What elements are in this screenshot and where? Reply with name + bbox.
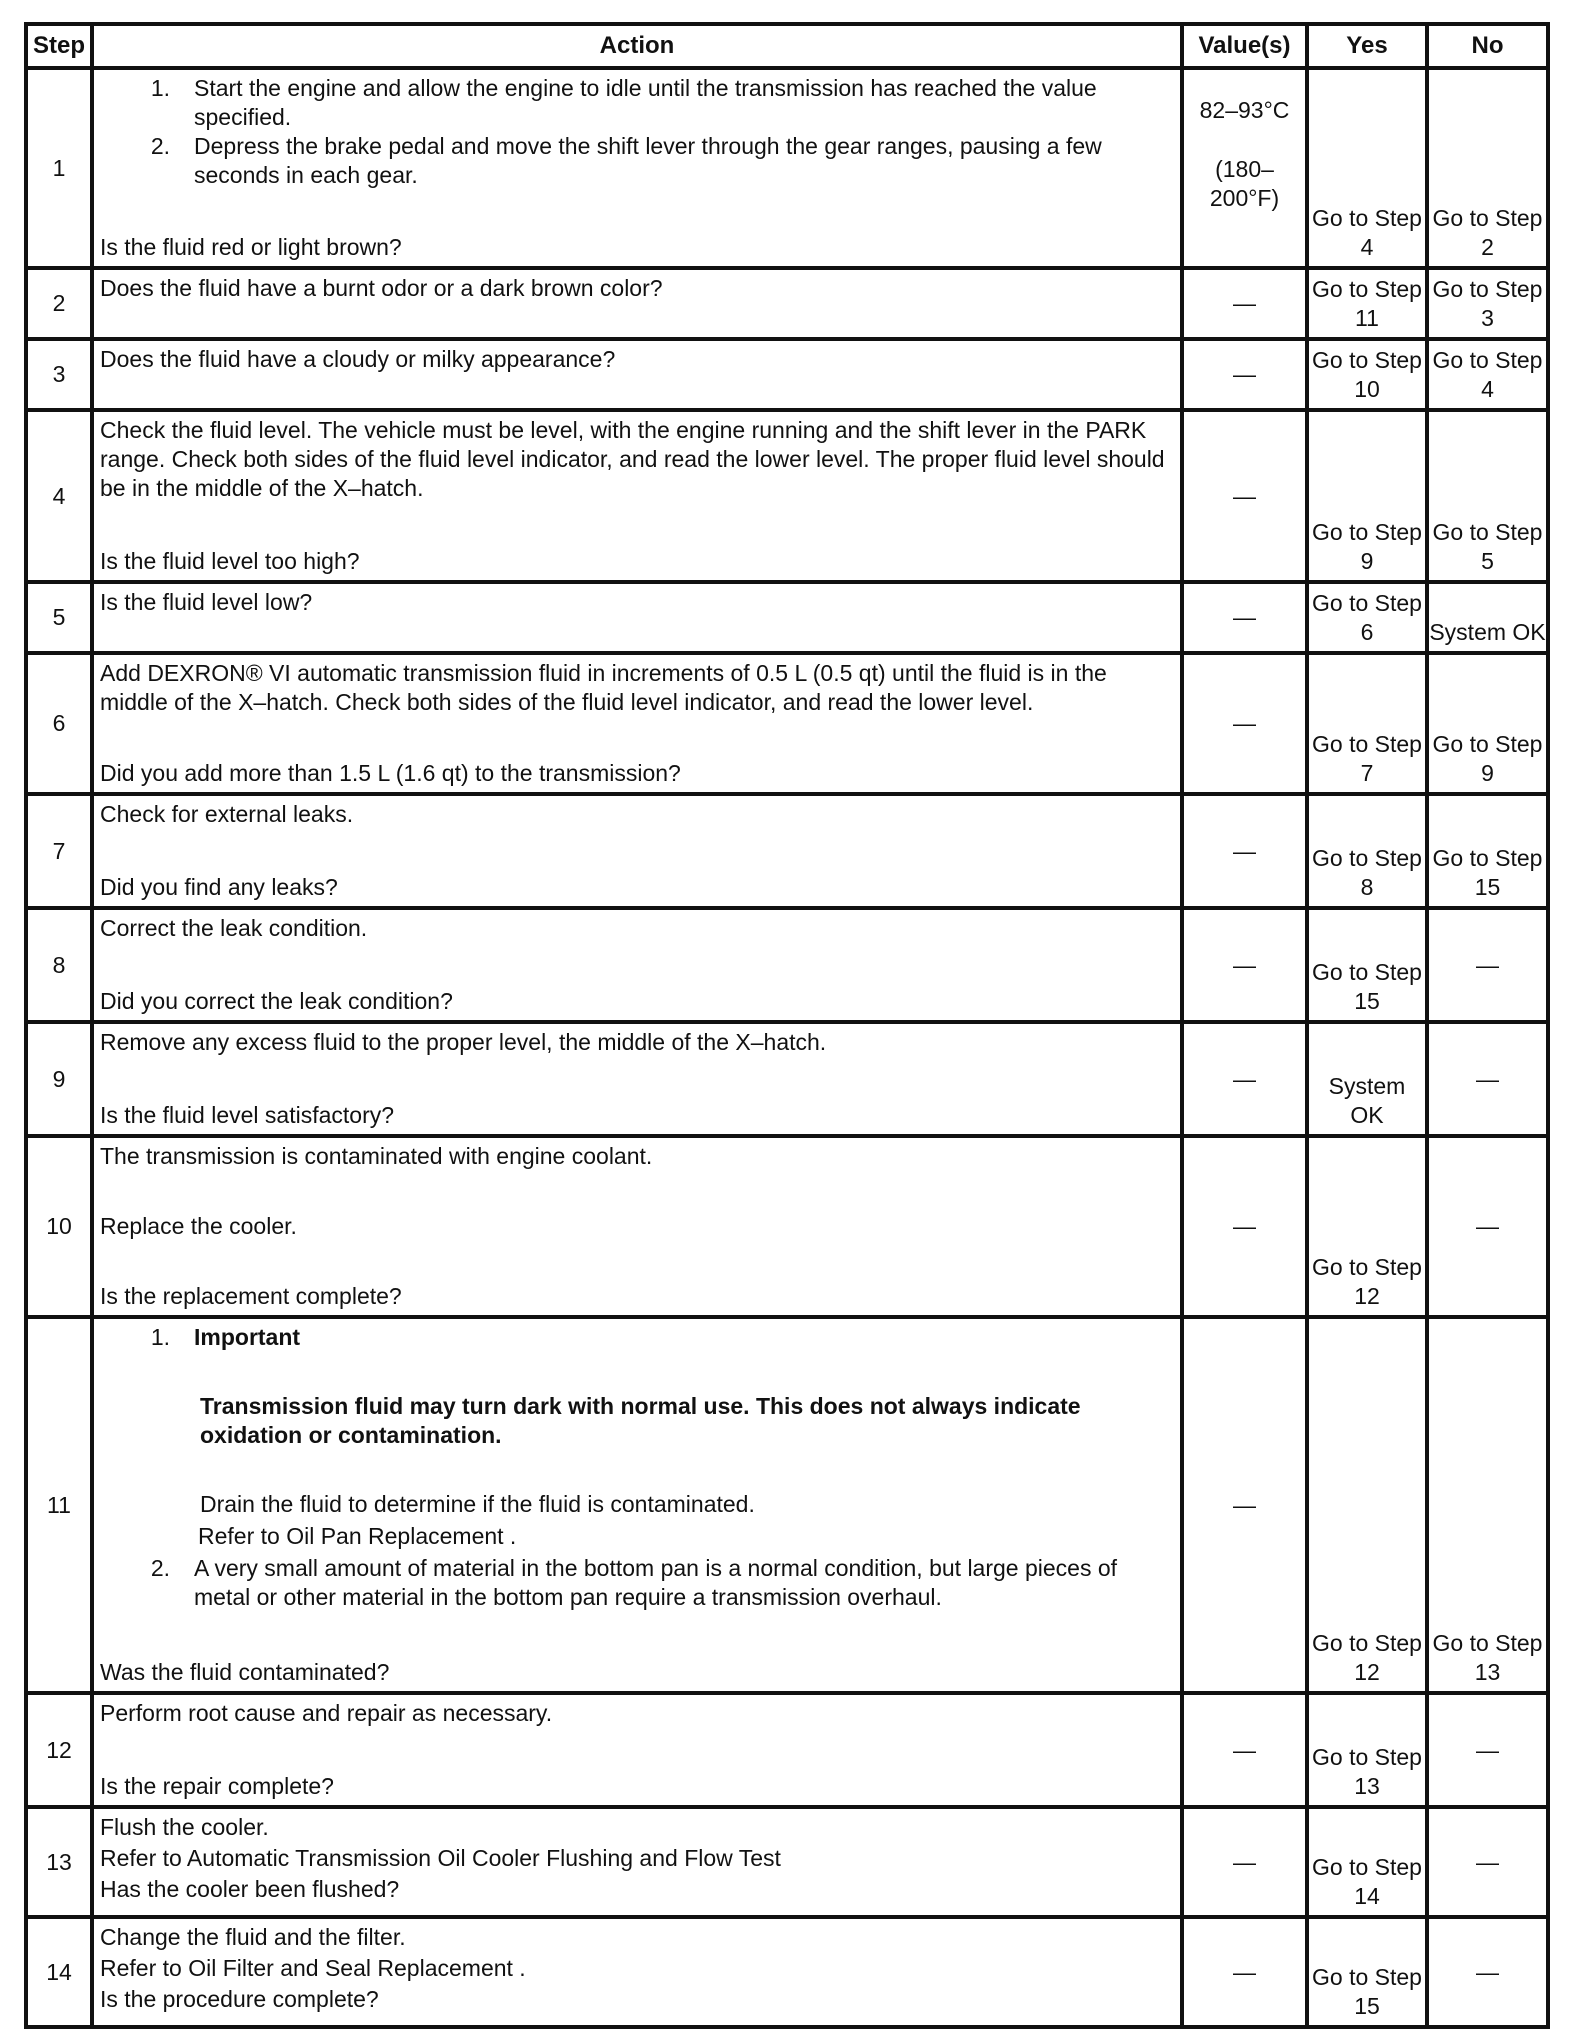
table-row [26,268,1548,339]
step-number: 6 [26,653,92,794]
header-action: Action [92,24,1182,68]
no-cell: System OK [1427,582,1548,653]
value-cell: — [1182,653,1307,794]
yes-cell: Go to Step 12 [1307,1136,1427,1317]
action-text: Remove any excess fluid to the proper level, the middle of the X–hatch. [100,1029,827,1055]
step-number: 8 [26,908,92,1022]
no-cell: — [1427,1022,1548,1136]
action-text: Check the fluid level. The vehicle must be level, with the engine running and the shift lever in the PARK range. Check both sides of the fluid level indicator, and read the lower level. The proper fluid level should be in the middle of the X–hatch. [100,417,1165,501]
yes-cell: Go to Step 10 [1307,339,1427,410]
step-number: 9 [26,1022,92,1136]
value-cell: — [1182,1136,1307,1317]
important-note: Transmission fluid may turn dark with normal use. This does not always indicate oxidation or contamination. [200,1393,1081,1448]
step-number: 4 [26,410,92,582]
yes-cell: Go to Step 6 [1307,582,1427,653]
action-text: Flush the cooler. [100,1814,269,1840]
question-text: Did you find any leaks? [100,874,338,900]
reference-link[interactable]: Refer to Oil Pan Replacement . [198,1523,517,1549]
question-text: Is the procedure complete? [100,1986,379,2012]
no-cell: Go to Step 15 [1427,794,1548,908]
action-cell [92,410,1182,582]
step-number: 13 [26,1807,92,1917]
question-text: Did you add more than 1.5 L (1.6 qt) to the transmission? [100,760,681,786]
table-row [26,1317,1548,1693]
no-cell: — [1427,1917,1548,2027]
yes-cell: Go to Step 12 [1307,1317,1427,1693]
step-number: 11 [26,1317,92,1693]
list-item: 2. Depress the brake pedal and move the shift lever through the gear ranges, pausing a few seconds in each gear. [150,133,1102,188]
action-text: Change the fluid and the filter. [100,1924,406,1950]
list-item: 2. A very small amount of material in the bottom pan is a normal condition, but large pieces of metal or other material in the bottom pan require a transmission overhaul. [150,1555,1118,1610]
action-cell [92,1693,1182,1807]
action-text: Does the fluid have a burnt odor or a dark brown color? [92,268,1182,339]
list-item: 1. Start the engine and allow the engine to idle until the transmission has reached the value specified. [150,75,1097,130]
value-cell: — [1182,1022,1307,1136]
step-number: 3 [26,339,92,410]
yes-cell: System OK [1307,1022,1427,1136]
action-cell [92,653,1182,794]
table-row [26,1807,1548,1917]
action-text: Perform root cause and repair as necessary. [100,1700,553,1726]
no-cell: Go to Step 5 [1427,410,1548,582]
header-step: Step [26,24,92,68]
step-number: 14 [26,1917,92,2027]
action-cell [92,68,1182,268]
value-cell: — [1182,582,1307,653]
no-cell: — [1427,1693,1548,1807]
yes-cell: Go to Step 15 [1307,1917,1427,2027]
action-text: The transmission is contaminated with engine coolant. [100,1143,653,1169]
question-text: Is the replacement complete? [100,1283,402,1309]
yes-cell: Go to Step 15 [1307,908,1427,1022]
question-text: Has the cooler been flushed? [100,1876,400,1902]
action-cell [92,1807,1182,1917]
table-row [26,410,1548,582]
yes-cell: Go to Step 11 [1307,268,1427,339]
value-cell: — [1182,1807,1307,1917]
action-cell [92,794,1182,908]
table-row [26,1022,1548,1136]
table-row [26,1917,1548,2027]
reference-link[interactable]: Refer to Oil Filter and Seal Replacement . [100,1955,526,1981]
value-cell: — [1182,908,1307,1022]
step-number: 10 [26,1136,92,1317]
list-item: 1. Important [150,1324,301,1350]
no-cell: Go to Step 2 [1427,68,1548,268]
header-yes: Yes [1307,24,1427,68]
table-row [26,794,1548,908]
action-cell [92,908,1182,1022]
action-cell [92,1022,1182,1136]
value-cell: — [1182,268,1307,339]
reference-link[interactable]: Refer to Automatic Transmission Oil Cooler Flushing and Flow Test [100,1845,781,1871]
yes-cell: Go to Step 7 [1307,653,1427,794]
no-cell: Go to Step 3 [1427,268,1548,339]
question-text: Is the repair complete? [100,1773,334,1799]
value-cell: — [1182,339,1307,410]
action-text: Add DEXRON® VI automatic transmission fluid in increments of 0.5 L (0.5 qt) until the fluid is in the middle of the X–hatch. Check both sides of the fluid level indicator, and read the lower level. [100,660,1107,715]
step-number: 7 [26,794,92,908]
value-cell: — [1182,1917,1307,2027]
value-cell: — [1182,1693,1307,1807]
no-cell: — [1427,1807,1548,1917]
value-cell: 82–93°C (180–200°F) [1182,68,1307,268]
action-text: Check for external leaks. [100,801,354,827]
table-row [26,1693,1548,1807]
action-text: Does the fluid have a cloudy or milky appearance? [92,339,1182,410]
no-cell: Go to Step 4 [1427,339,1548,410]
action-cell [92,1136,1182,1317]
yes-cell: Go to Step 14 [1307,1807,1427,1917]
table-row [26,68,1548,268]
question-text: Is the fluid level satisfactory? [100,1102,395,1128]
table-row [26,582,1548,653]
action-text: Is the fluid level low? [92,582,1182,653]
header-row [26,24,1548,68]
action-text: Drain the fluid to determine if the fluid is contaminated. [200,1491,755,1517]
no-cell: — [1427,908,1548,1022]
no-cell: Go to Step 9 [1427,653,1548,794]
action-cell [92,1317,1182,1693]
action-cell [92,1917,1182,2027]
question-text: Is the fluid level too high? [100,548,360,574]
value-cell: — [1182,794,1307,908]
table-row [26,339,1548,410]
step-number: 5 [26,582,92,653]
yes-cell: Go to Step 9 [1307,410,1427,582]
table-row [26,653,1548,794]
no-cell: Go to Step 13 [1427,1317,1548,1693]
diagnostic-table [24,22,1550,2029]
no-cell: — [1427,1136,1548,1317]
step-number: 1 [26,68,92,268]
step-number: 2 [26,268,92,339]
action-text: Correct the leak condition. [100,915,368,941]
question-text: Did you correct the leak condition? [100,988,453,1014]
table-row [26,908,1548,1022]
question-text: Was the fluid contaminated? [100,1659,390,1685]
header-no: No [1427,24,1548,68]
header-values: Value(s) [1182,24,1307,68]
value-cell: — [1182,1317,1307,1693]
value-cell: — [1182,410,1307,582]
step-number: 12 [26,1693,92,1807]
table-row [26,1136,1548,1317]
question-text: Is the fluid red or light brown? [100,234,402,260]
yes-cell: Go to Step 13 [1307,1693,1427,1807]
yes-cell: Go to Step 4 [1307,68,1427,268]
yes-cell: Go to Step 8 [1307,794,1427,908]
action-text: Replace the cooler. [100,1213,297,1239]
